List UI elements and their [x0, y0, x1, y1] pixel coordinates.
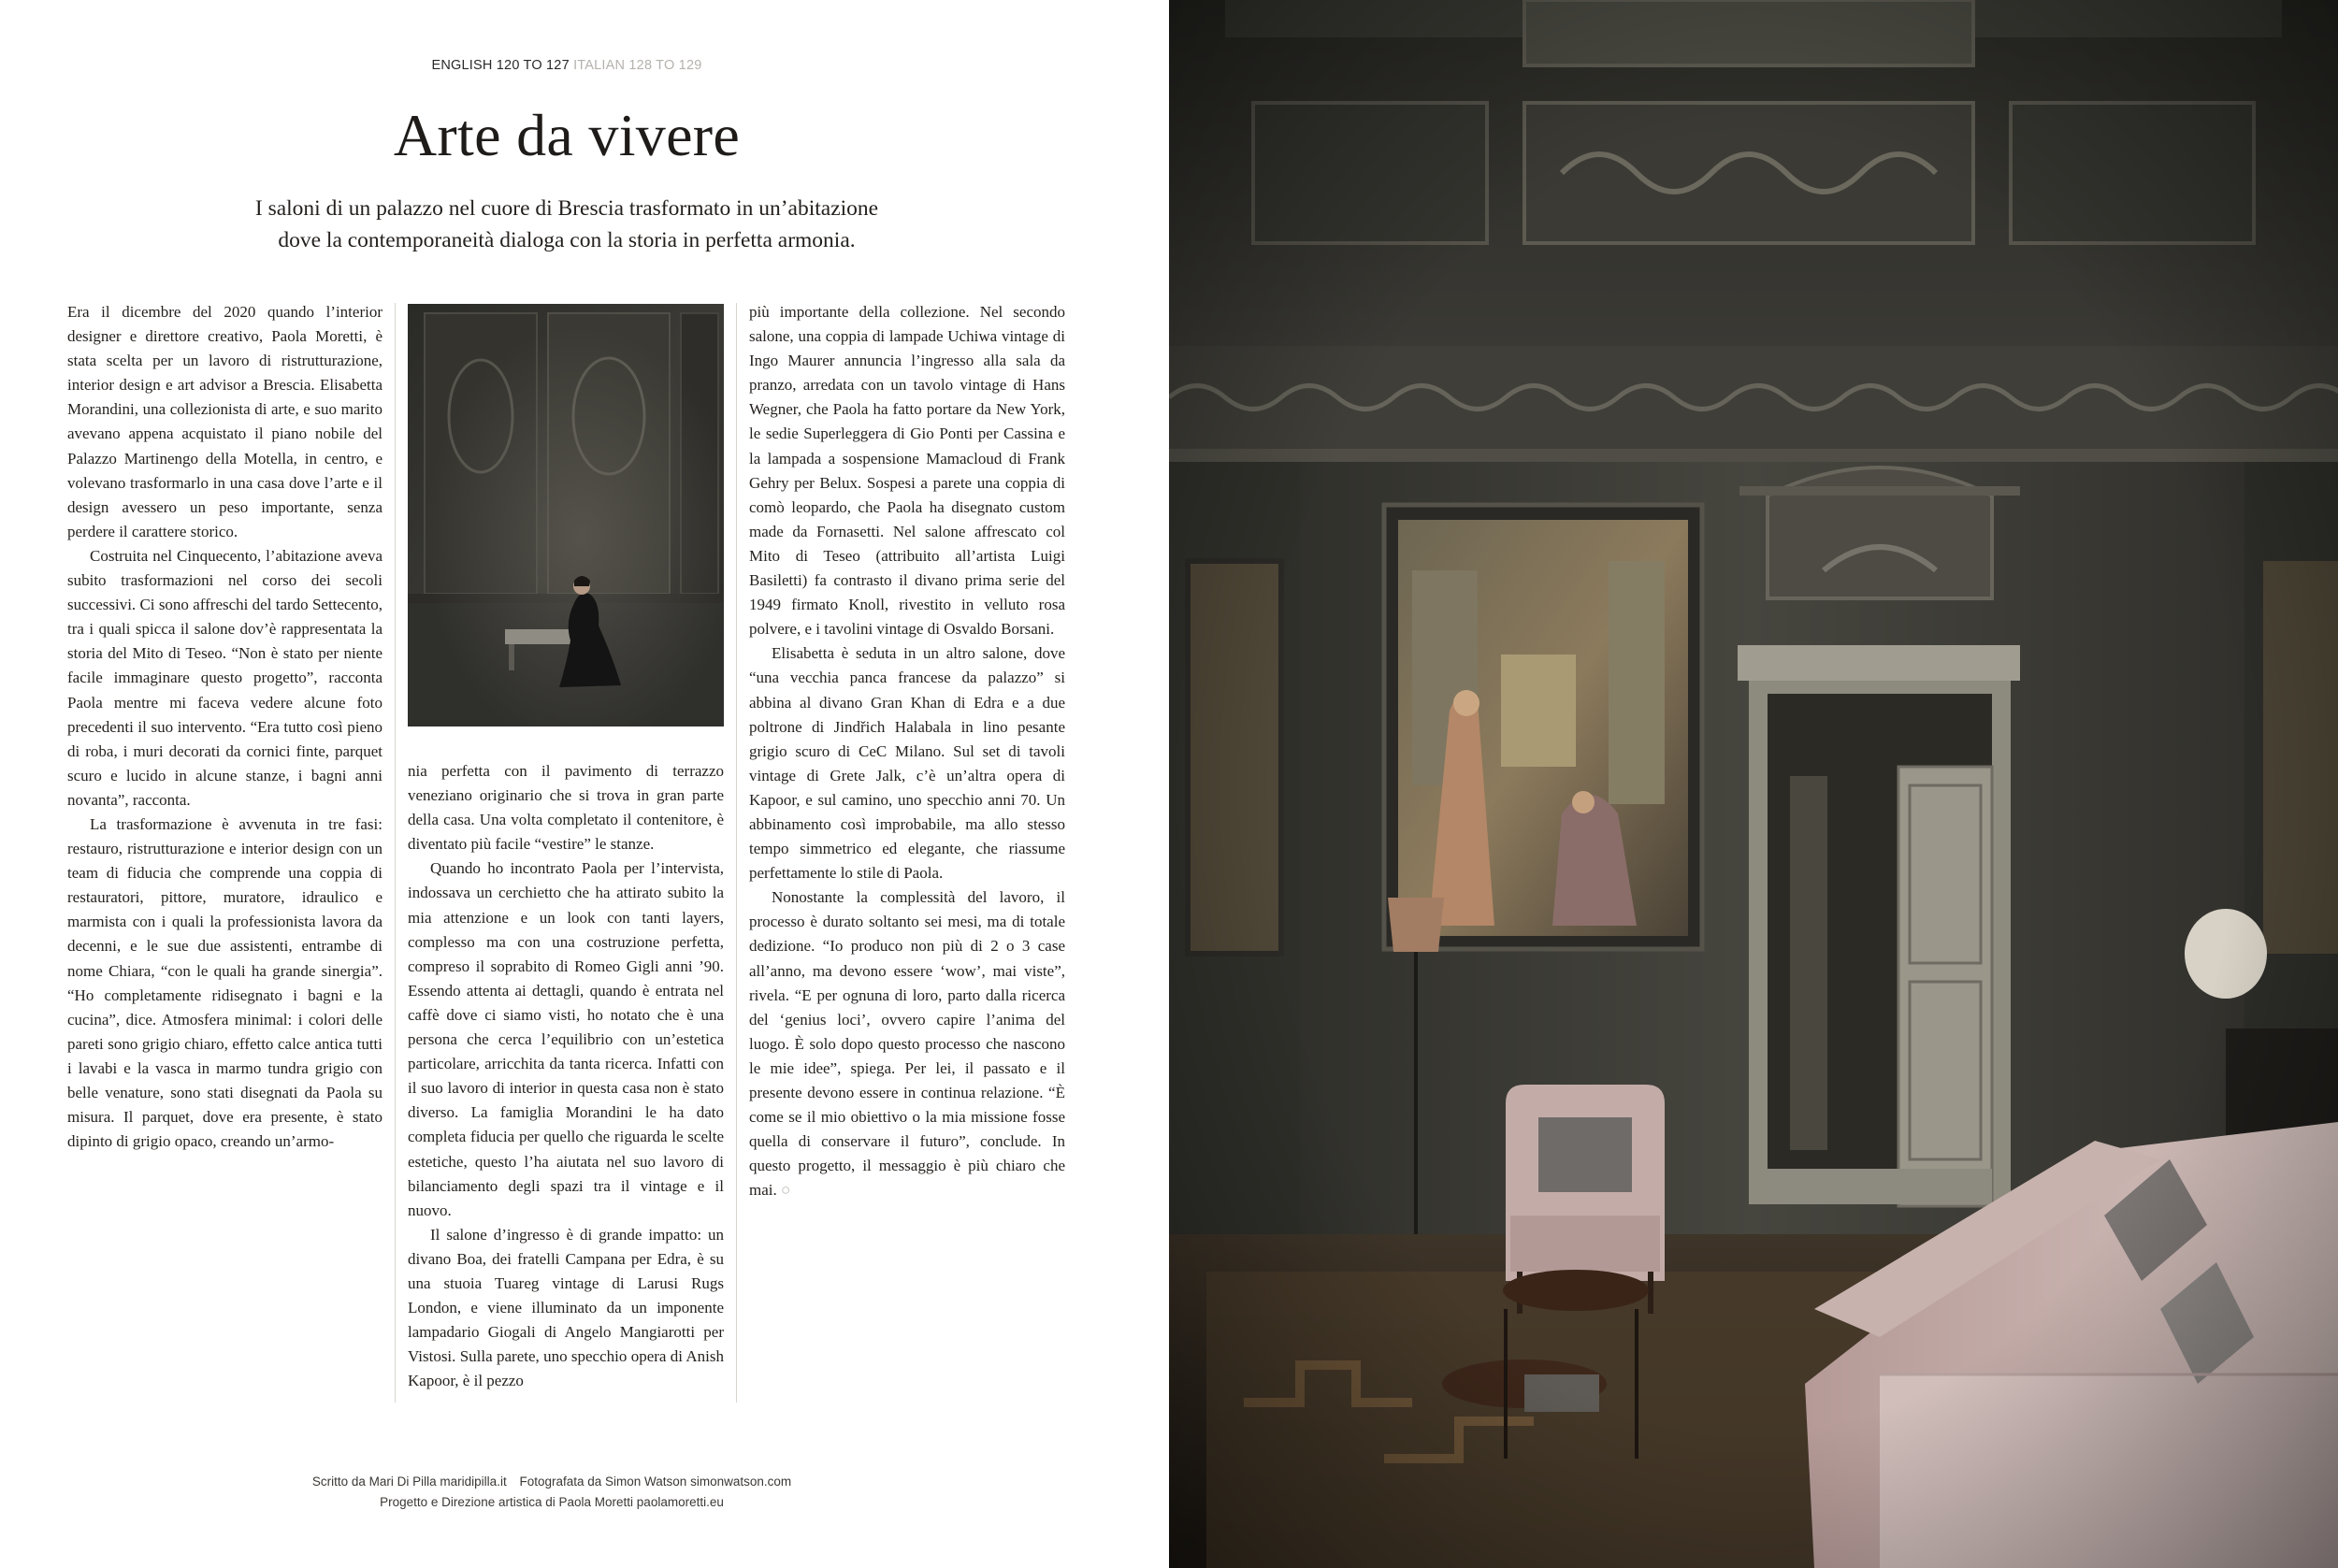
- paragraph: La trasformazione è avvenuta in tre fasi: restauro, ristrutturazione e interior design con un team di fiducia che comprende una coppia di restauratori, pittore, muratore, idraulico e marmista con i quali la professionista lavora da decenni, e le sue due assistenti, entrambe di nome Chiara, “con le quali ha grande sinergia”. “Ho completamente ridisegnato i bagni e la cucina”, dice. Atmosfera minimal: i colori delle pareti sono grigio chiaro, effetto calce antica tutti i lavabi e la vasca in marmo tundra grigio con belle venature, sono stati disegnati da Paola su misura. Il parquet, dove era presente, è stato dipinto di grigio opaco, creando un’armo-: [67, 814, 382, 1151]
- page-references: [0, 58, 1133, 73]
- photographer-credit: Fotografata da Simon Watson: [519, 1474, 687, 1489]
- text-column-3: [749, 300, 1065, 1202]
- article-title: Arte da vivere: [393, 102, 741, 168]
- paragraph: Era il dicembre del 2020 quando l’interior designer e direttore creativo, Paola Moretti, è stata scelta per un lavoro di ristrutturazione, interior design e art advisor a Brescia. Elisabetta Morandini, una collezionista di arte, e suo marito avevano appena acquistato il piano nobile del Palazzo Martinengo della Motella, in centro, e volevano trasformarlo in una casa dove l’arte e il design avessero un peso importante, senza perdere il carattere storico.: [67, 303, 382, 540]
- paragraph: Costruita nel Cinquecento, l’abitazione aveva subito trasformazioni nel corso dei secoli successivi. Ci sono affreschi del tardo Settecento, tra i quali spicca il salone dov’è rappresentata la storia del Mito di Teseo. “Non è stato per niente facile immaginare questo progetto”, racconta Paola mentre mi faceva vedere alcune foto precedenti il suo intervento. “Era tutto così pieno di roba, i muri decorati da cornici finte, parquet scuro e lucido in alcune stanze, i bagni anni novanta”, racconta.: [67, 546, 382, 809]
- text-column-2: [408, 759, 724, 1393]
- paragraph: [749, 885, 1065, 1202]
- paragraph: Elisabetta è seduta in un altro salone, dove “una vecchia panca francese da palazzo” si abbina al divano Gran Khan di Edra e a due poltrone di Jindřich Halabala in lino pesante grigio scuro di CeC Milano. Sul set di tavoli vintage di Grete Jalk, c’è un’altra opera di Kapoor, e sul camino, uno specchio anni 70. Un abbinamento così improbabile, ma allo stesso tempo simmetrico ed elegante, che riassume perfettamente lo stile di Paola.: [749, 644, 1065, 883]
- paragraph: più importante della collezione. Nel secondo salone, una coppia di lampade Uchiwa vintage di Ingo Maurer annuncia l’ingresso alla sala da pranzo, arredata con un tavolo vintage di Hans Wegner, che Paola ha fatto portare da New York, le sedie Superleggera di Gio Ponti per Cassina e la lampada a sospensione Mamacloud di Frank Gehry per Belux. Sospesi a parete una coppia di comò leopardo, che Paola ha disegnato custom made da Fornasetti. Nel salone affrescato col Mito di Teseo (attribuito all’artista Luigi Basiletti) fa contrasto il divano prima serie del 1949 firmato Knoll, rivestito in velluto rosa polvere, e i tavolini vintage di Osvaldo Borsani.: [749, 303, 1065, 639]
- column-divider: [736, 303, 737, 1403]
- credits-line-1: [187, 1472, 916, 1492]
- full-page-interior-photo: [1169, 0, 2338, 1568]
- paragraph: nia perfetta con il pavimento di terrazzo veneziano originario che si trova in gran parte della casa. Una volta completato il contenitore, è diventato più facile “vestire” le stanze.: [408, 762, 724, 854]
- credits-line-2: [187, 1492, 916, 1513]
- english-pages-label: ENGLISH 120 TO 127: [431, 58, 570, 73]
- credits: [187, 1472, 916, 1513]
- text-column-1: [67, 300, 382, 1154]
- writer-credit: Scritto da Mari Di Pilla: [311, 1474, 437, 1489]
- photographer-site: simonwatson.com: [690, 1474, 792, 1489]
- italian-pages-label: ITALIAN 128 TO 129: [573, 58, 702, 73]
- writer-site: maridipilla.it: [440, 1474, 507, 1489]
- paragraph-text: Nonostante la complessità del lavoro, il processo è durato soltanto sei mesi, ma di totale dedizione. “Io produco non più di 2 o 3 case all’anno, ma devono essere ‘wow’, mai viste”, rivela. “E per ognuna di loro, parto dalla ricerca del ‘genius loci’, ovvero capire l’anima del luogo. È solo dopo questo processo che nascono le mie idee”, spiega. Per lei, il passato e il presente devono essere in continua relazione. “È come se il mio obiettivo o la mia missione fosse quella di conservare il futuro”, conclude. In questo progetto, il messaggio è più chiaro che mai.: [749, 888, 1065, 1200]
- article-subtitle: [140, 193, 993, 256]
- subtitle-line-2: dove la contemporaneità dialoga con la storia in perfetta armonia.: [278, 228, 856, 252]
- column-divider: [395, 303, 396, 1403]
- paragraph: Quando ho incontrato Paola per l’intervista, indossava un cerchietto che ha attirato subito la mia attenzione e un look con tanti layers, complesso ma con una costruzione perfetta, compreso il soprabito di Romeo Gigli anni ’90. Essendo attenta ai dettagli, quando è entrata nel caffè dove ci siamo visti, ho notato che è una persona che cerca l’equilibrio con un’estetica particolare, arricchita da tanta ricerca. Infatti con il suo lavoro di interior in questa casa non è stato diverso. La famiglia Morandini le ha dato completa fiducia per quello che riguarda le scelte estetiche, questo l’ha aiutata nel suo lavoro di bilanciamento degli spazi tra il vintage e il nuovo.: [408, 859, 724, 1219]
- inset-photo-woman-seated: [408, 304, 724, 726]
- direction-credit: Progetto e Direzione artistica di Paola Moretti: [380, 1495, 634, 1509]
- direction-site: paolamoretti.eu: [636, 1495, 724, 1509]
- subtitle-line-1: I saloni di un palazzo nel cuore di Brescia trasformato in un’abitazione: [254, 196, 879, 221]
- end-mark-icon: ○: [781, 1181, 791, 1200]
- paragraph: Il salone d’ingresso è di grande impatto: un divano Boa, dei fratelli Campana per Edra, è su una stuoia Tuareg vintage di Larusi Rugs London, e viene illuminato da un imponente lampadario Giogali di Angelo Mangiarotti per Vistosi. Sulla parete, uno specchio opera di Anish Kapoor, è il pezzo: [408, 1225, 724, 1390]
